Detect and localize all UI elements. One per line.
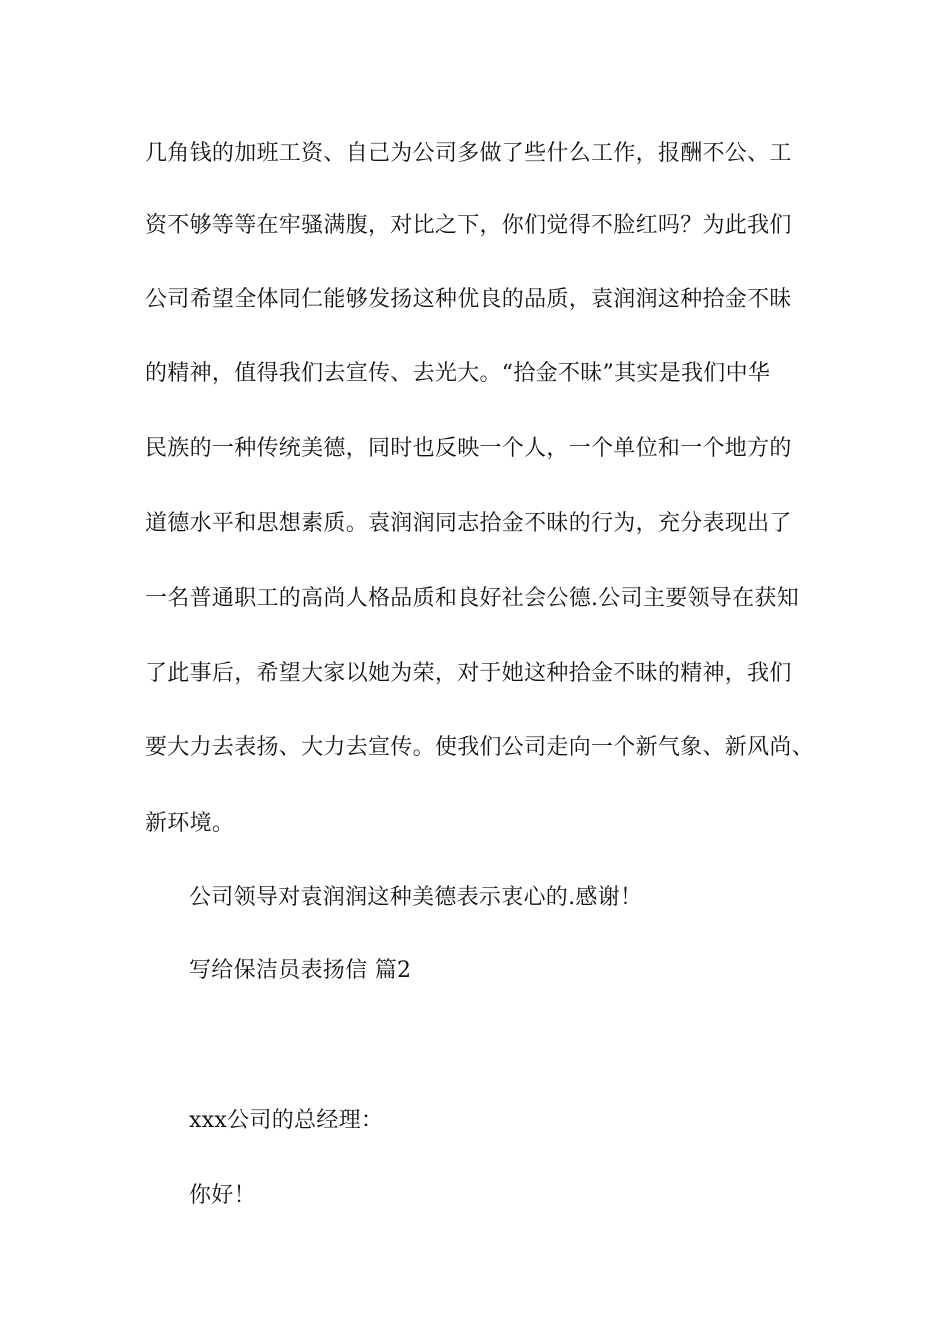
salutation: xxx公司的总经理： xyxy=(189,1108,384,1133)
paragraph-line-4: 的精神，值得我们去宣传、去光大。“拾金不昧”其实是我们中华 xyxy=(145,361,771,386)
greeting: 你好！ xyxy=(189,1183,256,1208)
paragraph-line-9: 要大力去表扬、大力去宣传。使我们公司走向一个新气象、新风尚、 xyxy=(145,735,815,760)
section-heading: 写给保洁员表扬信 篇2 xyxy=(189,958,412,983)
paragraph-line-6: 道德水平和思想素质。袁润润同志拾金不昧的行为，充分表现出了 xyxy=(145,511,792,536)
paragraph-line-7: 一名普通职工的高尚人格品质和良好社会公德.公司主要领导在获知 xyxy=(145,586,799,611)
paragraph-line-8: 了此事后，希望大家以她为荣，对于她这种拾金不昧的精神，我们 xyxy=(145,661,792,686)
thanks-line: 公司领导对袁润润这种美德表示衷心的.感谢！ xyxy=(189,885,643,910)
paragraph-line-1: 几角钱的加班工资、自己为公司多做了些什么工作，报酬不公、工 xyxy=(145,141,792,166)
paragraph-line-5: 民族的一种传统美德，同时也反映一个人，一个单位和一个地方的 xyxy=(145,436,792,461)
paragraph-line-10: 新环境。 xyxy=(145,811,235,836)
paragraph-line-3: 公司希望全体同仁能够发扬这种优良的品质，袁润润这种拾金不昧 xyxy=(145,287,792,312)
paragraph-line-2: 资不够等等在牢骚满腹，对比之下，你们觉得不脸红吗？为此我们 xyxy=(145,213,792,238)
